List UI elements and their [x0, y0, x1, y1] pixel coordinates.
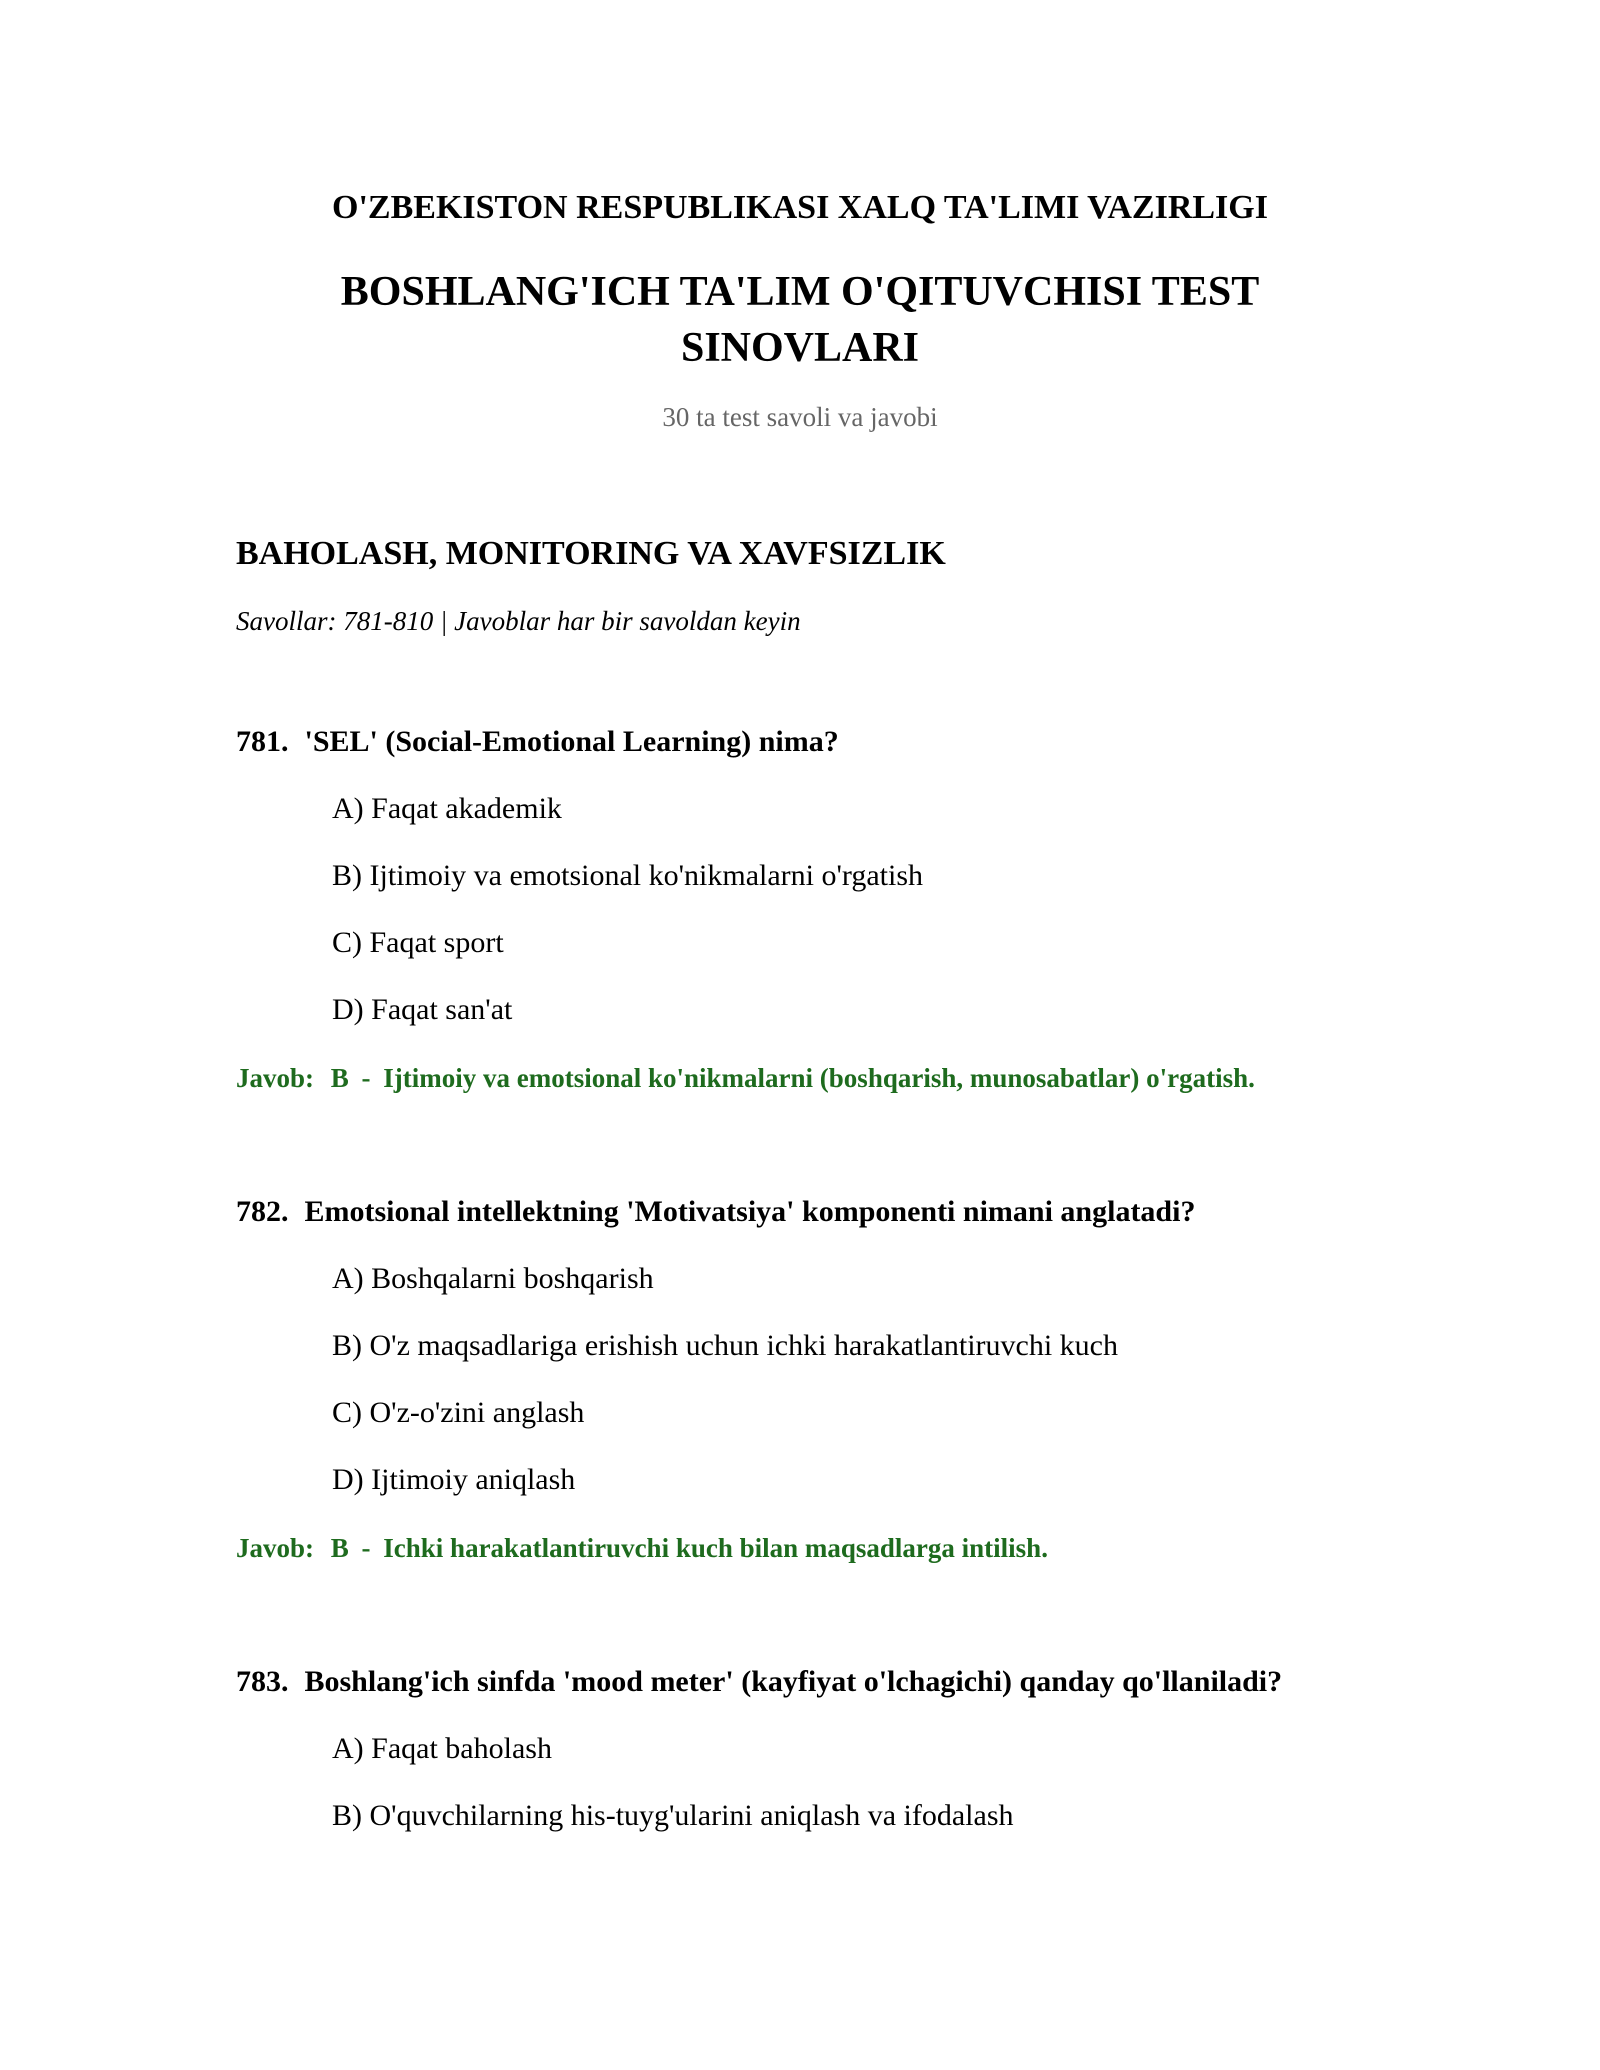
option-d: D) Faqat san'at: [332, 993, 513, 1026]
question-number: 782.: [236, 1195, 289, 1228]
option-a: A) Faqat baholash: [332, 1732, 552, 1765]
question-783: [236, 1664, 1282, 1700]
option-d: D) Ijtimoiy aniqlash: [332, 1463, 576, 1496]
option-a: A) Boshqalarni boshqarish: [332, 1262, 654, 1295]
answer-text: Ichki harakatlantiruvchi kuch bilan maqsadlarga intilish.: [383, 1533, 1048, 1563]
section-title: BAHOLASH, MONITORING VA XAVFSIZLIK: [236, 535, 946, 572]
answer-label: Javob:: [236, 1063, 315, 1093]
option-b: B) Ijtimoiy va emotsional ko'nikmalarni o'rgatish: [332, 859, 924, 892]
answer-label: Javob:: [236, 1533, 315, 1563]
answer-letter: B: [330, 1063, 349, 1093]
answer-text: Ijtimoiy va emotsional ko'nikmalarni (boshqarish, munosabatlar) o'rgatish.: [383, 1063, 1255, 1093]
answer-letter: B: [330, 1533, 349, 1563]
document-title-line2: SINOVLARI: [680, 325, 920, 371]
option-a: A) Faqat akademik: [332, 792, 562, 825]
ministry-heading: O'ZBEKISTON RESPUBLIKASI XALQ TA'LIMI VAZIRLIGI: [332, 189, 1268, 226]
question-text: 'SEL' (Social-Emotional Learning) nima?: [304, 725, 839, 758]
option-b: B) O'quvchilarning his-tuyg'ularini aniqlash va ifodalash: [332, 1799, 1014, 1832]
option-b: B) O'z maqsadlariga erishish uchun ichki harakatlantiruvchi kuch: [332, 1329, 1118, 1362]
answer-dash: -: [361, 1063, 371, 1093]
question-number: 783.: [236, 1665, 289, 1698]
section-meta: Savollar: 781-810 | Javoblar har bir savoldan keyin: [236, 606, 801, 636]
document-title: [0, 264, 1600, 376]
answer-dash: -: [361, 1533, 371, 1563]
answer-781: [236, 1061, 1255, 1095]
question-number: 781.: [236, 725, 289, 758]
option-c: C) O'z-o'zini anglash: [332, 1396, 585, 1429]
answer-782: [236, 1531, 1048, 1565]
document-title-line1: BOSHLANG'ICH TA'LIM O'QITUVCHISI TEST: [340, 269, 1260, 315]
question-782: [236, 1194, 1195, 1230]
option-c: C) Faqat sport: [332, 926, 504, 959]
document-subtitle: 30 ta test savoli va javobi: [662, 402, 938, 432]
question-781: [236, 724, 839, 760]
question-text: Emotsional intellektning 'Motivatsiya' komponenti nimani anglatadi?: [304, 1195, 1196, 1228]
question-text: Boshlang'ich sinfda 'mood meter' (kayfiyat o'lchagichi) qanday qo'llaniladi?: [304, 1665, 1283, 1698]
